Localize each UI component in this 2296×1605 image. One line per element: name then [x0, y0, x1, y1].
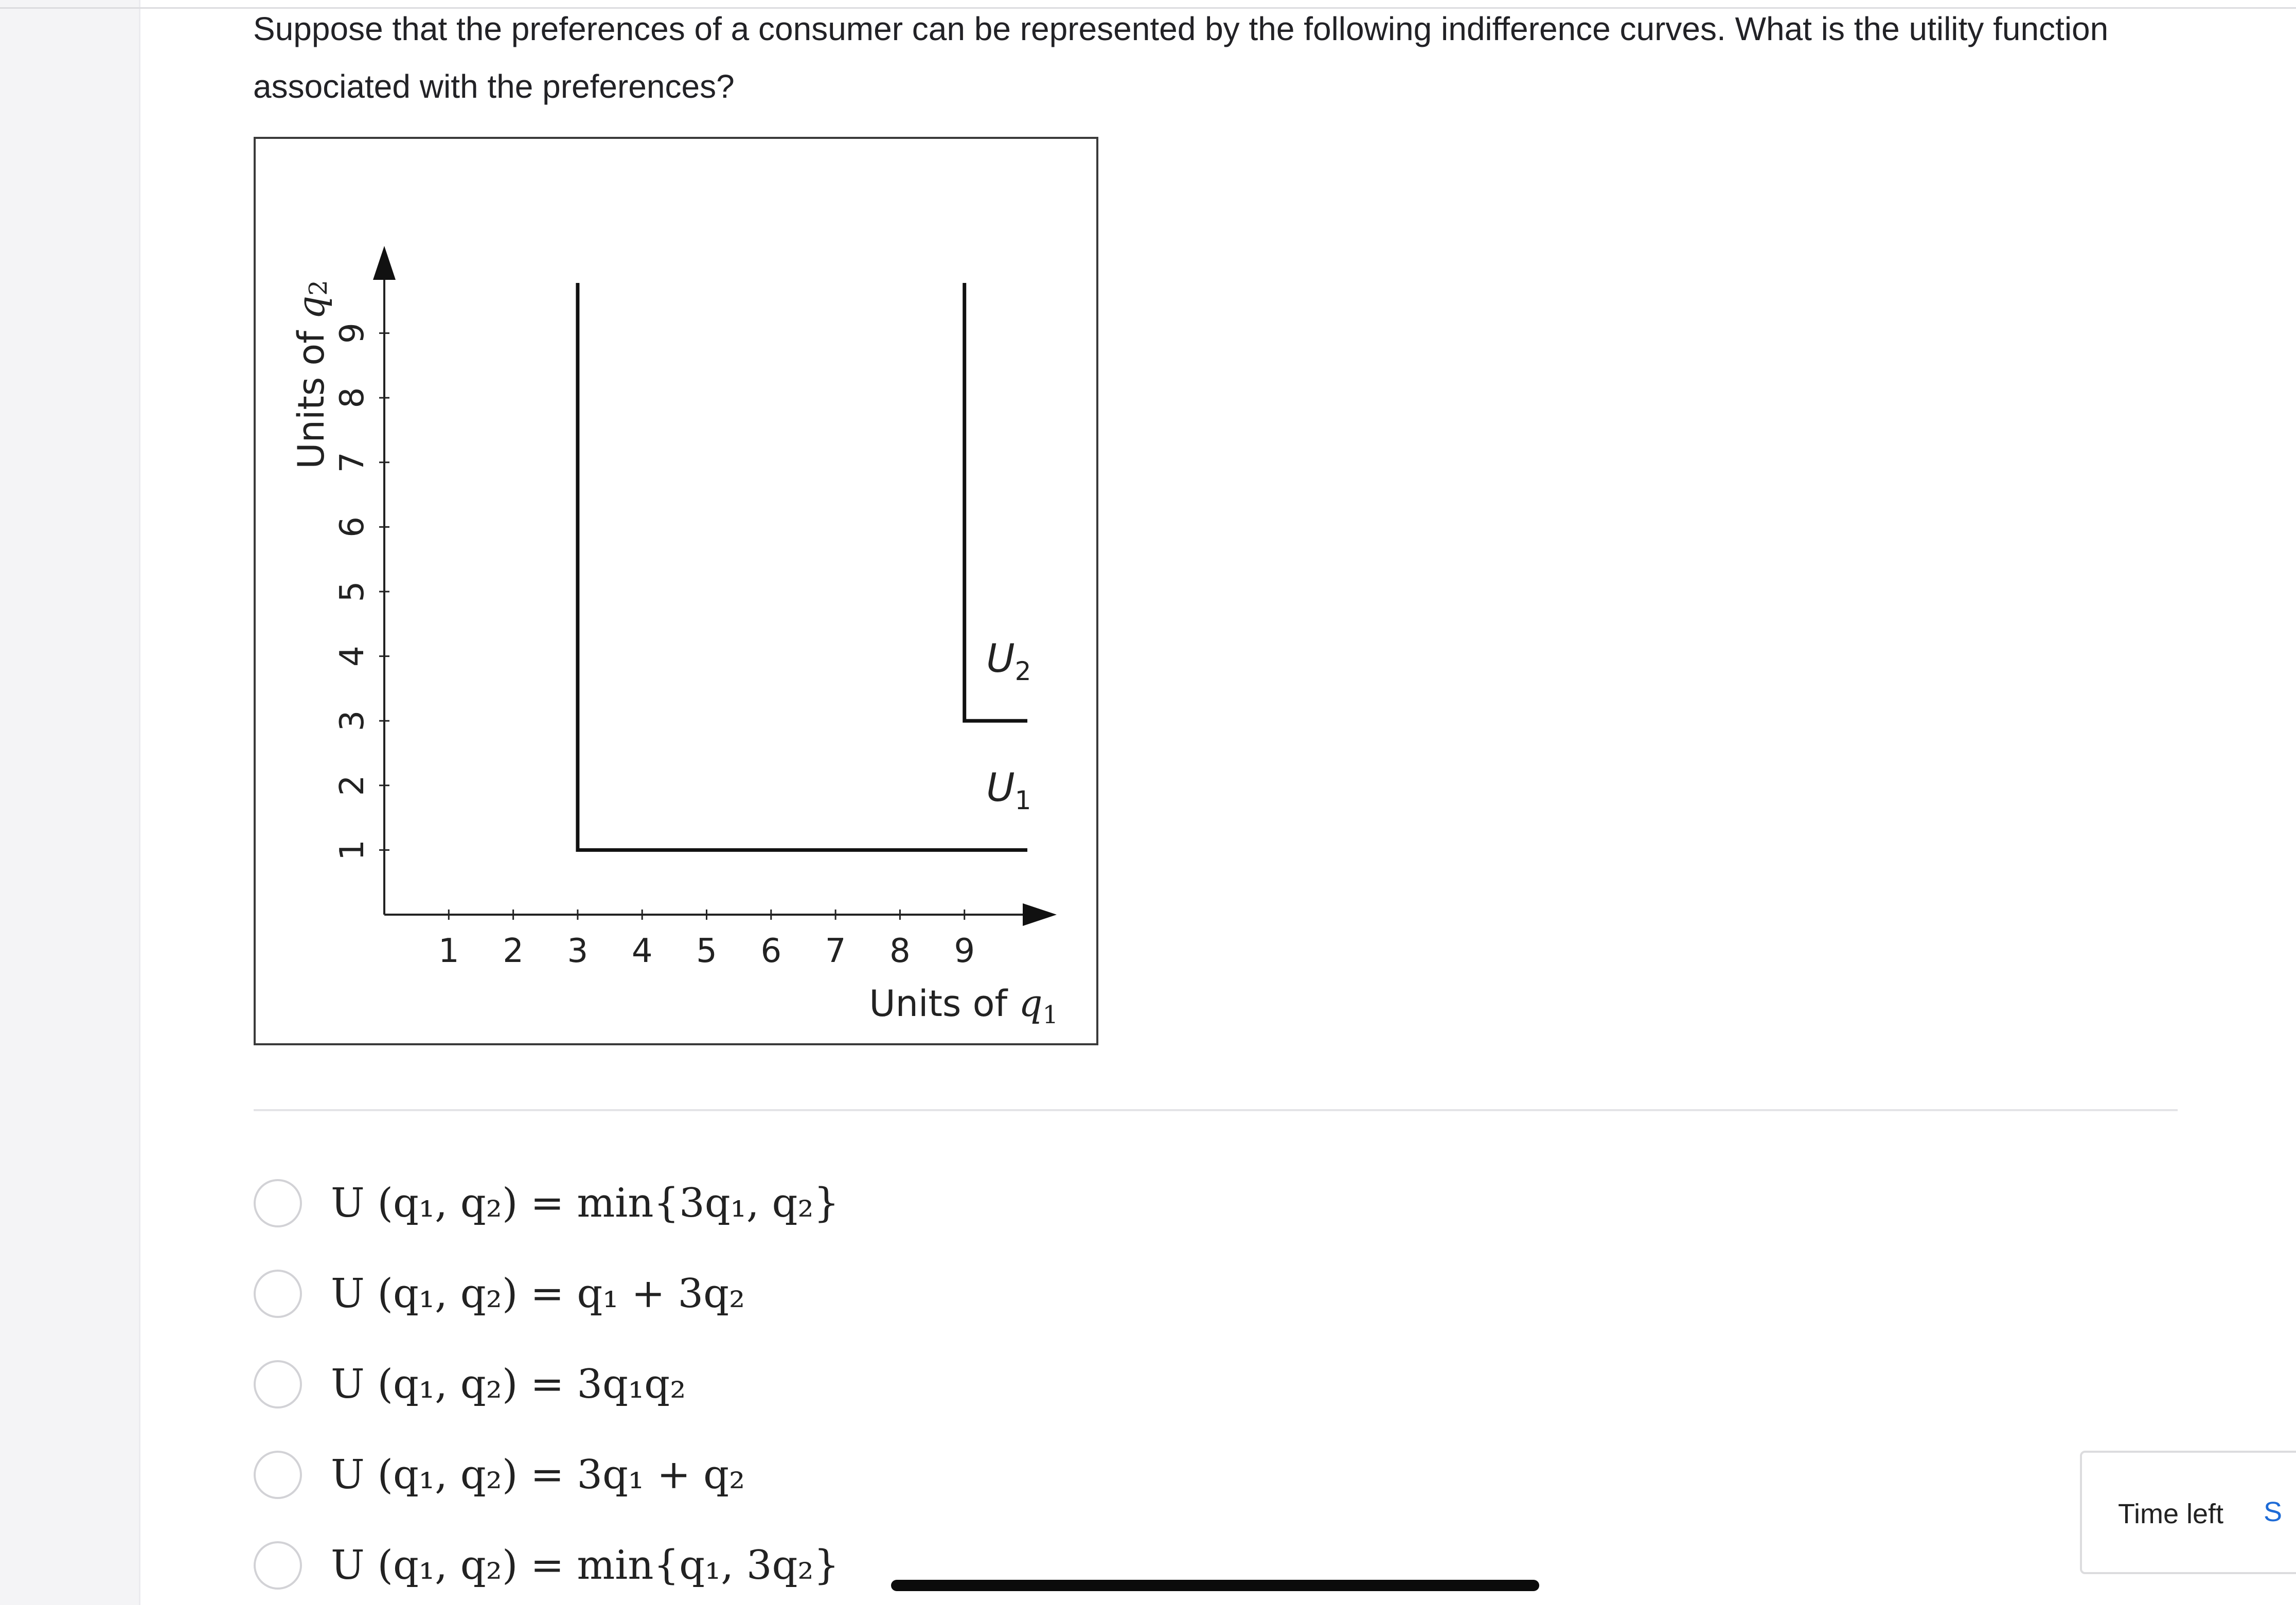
choice-option-1[interactable] — [254, 1170, 1077, 1237]
y-tick-label: 9 — [333, 323, 371, 344]
indifference-curve-chart — [256, 139, 1096, 1043]
choice-2-radio[interactable] — [254, 1270, 302, 1318]
y-tick-label: 6 — [333, 516, 371, 538]
choice-1-radio[interactable] — [254, 1179, 302, 1227]
x-tick-label: 7 — [825, 932, 846, 970]
choice-3-radio[interactable] — [254, 1360, 302, 1408]
choice-4-formula: U (q₁, q₂) = 3q₁ + q₂ — [331, 1452, 745, 1498]
choice-3-formula: U (q₁, q₂) = 3q₁q₂ — [331, 1361, 686, 1407]
x-tick-label: 1 — [438, 932, 459, 970]
time-left-value: S — [2264, 1496, 2283, 1527]
curve-label-2: $U_2$ — [986, 635, 1031, 686]
y-tick-label: 3 — [333, 710, 371, 732]
x-axis-arrowhead — [1023, 903, 1057, 926]
y-tick-label: 8 — [333, 387, 371, 408]
x-tick-label: 4 — [631, 932, 653, 970]
indifference-curve-1 — [578, 283, 1027, 850]
y-tick-label: 5 — [333, 581, 371, 602]
home-indicator-bar — [891, 1580, 1539, 1591]
y-axis-title: Units of $q_2$ — [290, 280, 333, 469]
time-left-label: Time left — [2118, 1499, 2224, 1529]
y-tick-label: 1 — [333, 840, 371, 861]
x-tick-label: 9 — [954, 932, 975, 970]
answers-divider — [254, 1109, 2178, 1111]
choice-5-formula: U (q₁, q₂) = min{q₁, 3q₂} — [331, 1542, 840, 1589]
choice-1-formula: U (q₁, q₂) = min{3q₁, q₂} — [331, 1180, 840, 1226]
x-tick-label: 5 — [696, 932, 717, 970]
choice-4-radio[interactable] — [254, 1451, 302, 1499]
x-axis-title: Units of $q_1$ — [869, 982, 1058, 1029]
y-tick-label: 7 — [333, 452, 371, 473]
curve-label-1: $U_1$ — [986, 764, 1031, 815]
indifference-curve-figure — [254, 137, 1098, 1045]
x-tick-label: 2 — [503, 932, 524, 970]
choice-option-4[interactable] — [254, 1441, 1077, 1508]
choice-2-formula: U (q₁, q₂) = q₁ + 3q₂ — [331, 1271, 745, 1317]
y-axis-arrowhead — [373, 246, 396, 280]
choice-5-radio[interactable] — [254, 1541, 302, 1590]
y-tick-label: 2 — [333, 775, 371, 796]
choice-option-3[interactable] — [254, 1351, 1077, 1418]
x-tick-label: 3 — [567, 932, 589, 970]
y-tick-label: 4 — [333, 646, 371, 667]
x-tick-label: 8 — [889, 932, 911, 970]
choice-option-2[interactable] — [254, 1260, 1077, 1327]
question-text: Suppose that the preferences of a consumer can be represented by the following indifference curves. What is the utility function associated with the preferences? — [253, 10, 2109, 105]
x-tick-label: 6 — [760, 932, 782, 970]
